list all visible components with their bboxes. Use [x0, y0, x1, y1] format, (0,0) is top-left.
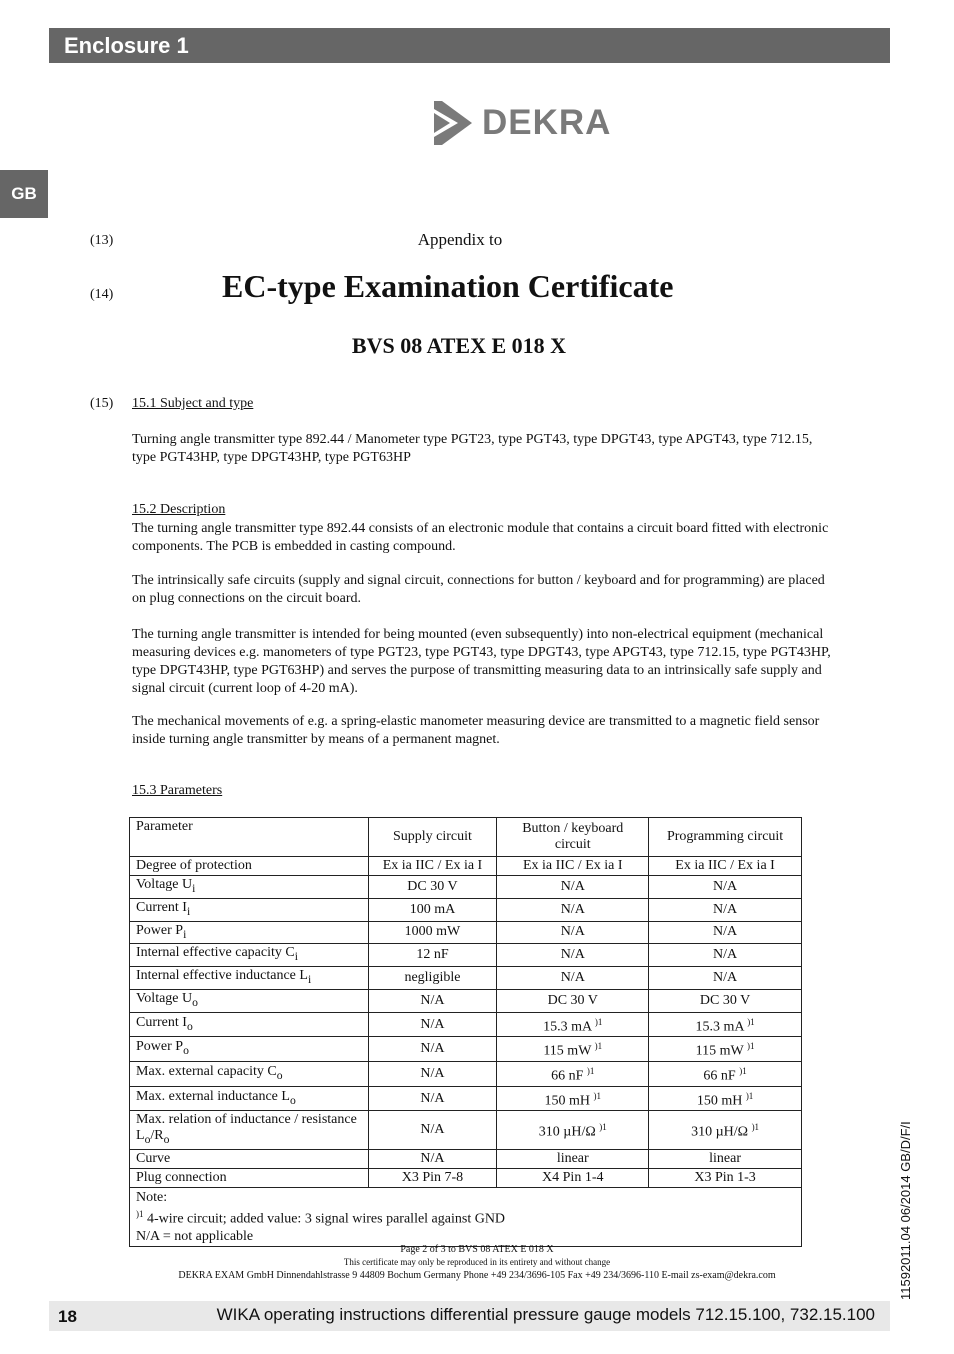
footnote-mark: )1	[747, 1016, 755, 1027]
parameter-subscript: o	[289, 1093, 296, 1107]
table-row	[130, 1086, 802, 1111]
value-cell	[649, 921, 802, 944]
cell-value: 115 mW	[543, 1044, 592, 1060]
cell-value: 15.3 mA	[695, 1019, 744, 1035]
value-cell	[649, 1062, 802, 1087]
table-row	[130, 1037, 802, 1062]
parameter-label: Power P	[136, 1039, 184, 1055]
value-cell	[368, 944, 497, 967]
footnote-mark: )1	[593, 1090, 601, 1101]
parameter-cell	[130, 921, 369, 944]
note-text: 4-wire circuit; added value: 3 signal wires parallel against GND	[147, 1211, 506, 1227]
column-header: Button / keyboard circuit	[497, 818, 649, 857]
cell-value: N/A	[560, 970, 585, 986]
table-row	[130, 857, 802, 876]
value-cell	[649, 1012, 802, 1037]
value-cell	[649, 1169, 802, 1188]
value-cell	[497, 857, 649, 876]
value-cell	[368, 1037, 497, 1062]
parameter-label: Current I	[136, 899, 187, 915]
parameter-cell	[130, 1111, 369, 1150]
parameter-cell	[130, 1169, 369, 1188]
footnote-mark: )1	[594, 1016, 603, 1027]
parameter-subscript: i	[307, 972, 312, 986]
parameter-subscript: o	[276, 1068, 283, 1082]
document-id: 11592011.04 06/2014 GB/D/F/I	[898, 1121, 913, 1300]
table-row	[130, 1062, 802, 1087]
value-cell	[497, 876, 649, 899]
parameter-label: Degree of protection	[136, 858, 252, 873]
value-cell	[649, 857, 802, 876]
item-number-13: (13)	[90, 233, 114, 248]
parameter-label: Plug connection	[136, 1170, 227, 1186]
table-row	[130, 1150, 802, 1169]
footnote-mark: )1	[599, 1122, 607, 1133]
table-row	[130, 921, 802, 944]
cell-value: N/A	[420, 1041, 445, 1057]
value-cell	[649, 876, 802, 899]
parameter-subscript: o	[183, 1044, 189, 1058]
parameter-cell	[130, 857, 369, 876]
cell-value: X3 Pin 7-8	[401, 1170, 464, 1186]
cell-value: N/A	[713, 924, 738, 940]
parameter-cell	[130, 1037, 369, 1062]
value-cell	[368, 967, 497, 990]
value-cell	[368, 857, 497, 876]
value-cell	[649, 989, 802, 1012]
page-footer	[49, 1301, 890, 1331]
footnote-mark: )1	[136, 1209, 144, 1220]
cell-value: 115 mW	[695, 1044, 744, 1060]
value-cell	[497, 921, 649, 944]
cell-value: Ex ia IIC / Ex ia I	[522, 858, 623, 873]
value-cell	[497, 1086, 649, 1111]
value-cell	[497, 898, 649, 921]
dekra-logo	[432, 98, 611, 148]
description-paragraph-4: The mechanical movements of e.g. a spring-elastic manometer measuring device are transmitted to a magnetic field sensor inside turning angle transmitter by means of a permanent magnet.	[132, 714, 820, 747]
description-paragraph-1: The turning angle transmitter type 892.44 consists of an electronic module that contains a circuit board fitted with electronic components. The PCB is embedded in casting compound.	[132, 521, 829, 554]
cell-value: DC 30 V	[547, 992, 598, 1008]
cell-value: 12 nF	[416, 947, 449, 963]
parameter-label: Internal effective inductance L	[136, 968, 308, 984]
value-cell	[497, 1111, 649, 1150]
appendix-label: Appendix to	[417, 230, 503, 249]
cell-value: Ex ia IIC / Ex ia I	[382, 858, 483, 873]
parameter-cell	[130, 967, 369, 990]
cell-value: N/A	[713, 878, 738, 894]
parameter-subscript: o	[163, 1133, 170, 1147]
footnote-mark: )1	[594, 1041, 603, 1052]
parameter-cell	[130, 944, 369, 967]
section-15-3-heading: 15.3 Parameters	[132, 783, 223, 798]
item-number-14: (14)	[90, 287, 114, 302]
parameter-label: Power P	[136, 922, 184, 938]
parameter-subscript: i	[186, 904, 191, 918]
cell-value: 1000 mW	[404, 924, 461, 940]
note-text: N/A = not applicable	[136, 1228, 254, 1244]
cell-value: X4 Pin 1-4	[542, 1170, 604, 1186]
value-cell	[649, 967, 802, 990]
parameter-label: Curve	[136, 1151, 171, 1167]
parameter-label: Max. external inductance L	[136, 1088, 290, 1104]
cell-value: N/A	[713, 901, 738, 917]
parameter-subscript: o	[144, 1133, 151, 1147]
footnote-mark: )1	[745, 1090, 754, 1101]
parameter-cell	[130, 1012, 369, 1037]
dekra-contact-line: DEKRA EXAM GmbH Dinnendahlstrasse 9 44809 Bochum Germany Phone +49 234/3696-105 Fax +49 234/3696-110 E-mail zs-exam@dekra.com	[178, 1270, 776, 1281]
parameter-subscript: o	[192, 995, 198, 1009]
cell-value: 150 mH	[544, 1093, 590, 1109]
certificate-title: EC-type Examination Certificate	[222, 268, 674, 304]
language-tab: GB	[0, 170, 48, 218]
value-cell	[368, 898, 497, 921]
value-cell	[497, 989, 649, 1012]
note-title: Note:	[136, 1190, 168, 1206]
cell-value: N/A	[420, 1151, 445, 1167]
value-cell	[497, 1012, 649, 1037]
value-cell	[368, 1169, 497, 1188]
certificate-reproduction-note: This certificate may only be reproduced in its entirety and without change	[343, 1257, 611, 1267]
cell-value: negligible	[404, 970, 461, 986]
value-cell	[368, 1012, 497, 1037]
footnote-mark: )1	[751, 1122, 760, 1133]
parameter-subscript: i	[183, 927, 187, 941]
dekra-logo-icon	[432, 99, 476, 147]
parameter-label: Current I	[136, 1014, 187, 1030]
parameter-cell	[130, 989, 369, 1012]
table-header-row	[130, 818, 802, 857]
page-number: 18	[58, 1307, 77, 1326]
certificate-page-info: Page 2 of 3 to BVS 08 ATEX E 018 X	[400, 1244, 554, 1255]
parameter-label-tail: /R	[150, 1128, 164, 1144]
column-header: Programming circuit	[649, 818, 802, 857]
parameter-cell	[130, 898, 369, 921]
value-cell	[649, 898, 802, 921]
description-paragraph-3: The turning angle transmitter is intended for being mounted (even subsequently) into non-electrical equipment (mechanical measuring devices e.g. manometers of type PGT23, type PGT43, type DPGT43, type APGT43, type 712.15, type PGT43HP, type DPGT43HP, type PGT63HP) and serves the purpose of transmitting measuring data to an intrinsically safe supply and signal circuit (current loop of 4-20 mA).	[132, 627, 831, 696]
value-cell	[368, 876, 497, 899]
value-cell	[649, 944, 802, 967]
cell-value: 100 mA	[409, 901, 456, 917]
value-cell	[368, 1062, 497, 1087]
table-row	[130, 944, 802, 967]
cell-value: 66 nF	[551, 1068, 584, 1084]
parameter-subscript: i	[294, 950, 298, 964]
column-header: Supply circuit	[368, 818, 497, 857]
cell-value: N/A	[560, 924, 585, 940]
item-number-15: (15)	[90, 396, 114, 411]
parameter-label: Voltage U	[136, 877, 193, 892]
cell-value: N/A	[420, 1122, 445, 1138]
cell-value: linear	[709, 1151, 741, 1167]
footnote-mark: )1	[746, 1041, 755, 1052]
section-15-1-heading: 15.1 Subject and type	[132, 396, 254, 411]
value-cell	[497, 967, 649, 990]
certificate-number: BVS 08 ATEX E 018 X	[351, 333, 567, 358]
value-cell	[497, 944, 649, 967]
cell-value: N/A	[420, 1016, 445, 1032]
value-cell	[368, 1086, 497, 1111]
cell-value: 310 µH/Ω	[691, 1125, 749, 1141]
parameters-table	[129, 817, 802, 1247]
cell-value: N/A	[713, 947, 738, 963]
cell-value: N/A	[420, 1065, 445, 1081]
parameter-label: Max. relation of inductance / resistance L	[136, 1112, 357, 1144]
parameter-cell	[130, 1150, 369, 1169]
cell-value: N/A	[560, 878, 585, 894]
cell-value: linear	[556, 1151, 589, 1167]
note-cell	[130, 1188, 802, 1247]
parameter-label: Max. external capacity C	[136, 1064, 277, 1080]
cell-value: N/A	[560, 901, 585, 917]
note-row	[130, 1188, 802, 1247]
value-cell	[368, 989, 497, 1012]
parameter-label: Internal effective capacity C	[136, 945, 295, 961]
parameter-cell	[130, 876, 369, 899]
parameter-subscript: i	[192, 881, 196, 895]
logo-text: DEKRA	[482, 103, 612, 142]
cell-value: 310 µH/Ω	[538, 1125, 596, 1141]
cell-value: Ex ia IIC / Ex ia I	[675, 858, 775, 873]
cell-value: N/A	[420, 1090, 445, 1106]
value-cell	[649, 1150, 802, 1169]
cell-value: 15.3 mA	[543, 1019, 592, 1035]
value-cell	[368, 1150, 497, 1169]
cell-value: DC 30 V	[699, 992, 751, 1008]
cell-value: N/A	[560, 947, 585, 963]
table-row	[130, 1111, 802, 1150]
table-row	[130, 1169, 802, 1188]
subject-type-text: Turning angle transmitter type 892.44 / Manometer type PGT23, type PGT43, type DPGT43, type APGT43, type 712.15, type PGT43HP, type DPGT43HP, type PGT63HP	[132, 432, 813, 465]
cell-value: N/A	[713, 970, 738, 986]
value-cell	[649, 1037, 802, 1062]
parameter-subscript: o	[186, 1019, 193, 1033]
table-row	[130, 1012, 802, 1037]
enclosure-header: Enclosure 1	[49, 28, 890, 63]
footer-title: WIKA operating instructions differential pressure gauge models 712.15.100, 732.15.100	[216, 1305, 875, 1324]
table-row	[130, 967, 802, 990]
value-cell	[368, 1111, 497, 1150]
footnote-mark: )1	[739, 1066, 747, 1077]
value-cell	[497, 1150, 649, 1169]
footnote-mark: )1	[586, 1066, 595, 1077]
parameter-cell	[130, 1062, 369, 1087]
column-header: Parameter	[130, 818, 369, 857]
table-row	[130, 989, 802, 1012]
section-15-2-heading: 15.2 Description	[132, 502, 226, 517]
description-paragraph-2: The intrinsically safe circuits (supply and signal circuit, connections for button / keyboard and for programming) are placed on plug connections on the circuit board.	[132, 573, 825, 606]
parameter-label: Voltage U	[136, 990, 193, 1006]
cell-value: N/A	[420, 992, 445, 1008]
value-cell	[368, 921, 497, 944]
value-cell	[497, 1037, 649, 1062]
value-cell	[649, 1111, 802, 1150]
cell-value: 66 nF	[703, 1068, 736, 1084]
cell-value: DC 30 V	[407, 878, 458, 894]
parameter-cell	[130, 1086, 369, 1111]
table-row	[130, 876, 802, 899]
value-cell	[649, 1086, 802, 1111]
table-row	[130, 898, 802, 921]
value-cell	[497, 1169, 649, 1188]
cell-value: 150 mH	[696, 1093, 743, 1109]
value-cell	[497, 1062, 649, 1087]
cell-value: X3 Pin 1-3	[694, 1170, 756, 1186]
